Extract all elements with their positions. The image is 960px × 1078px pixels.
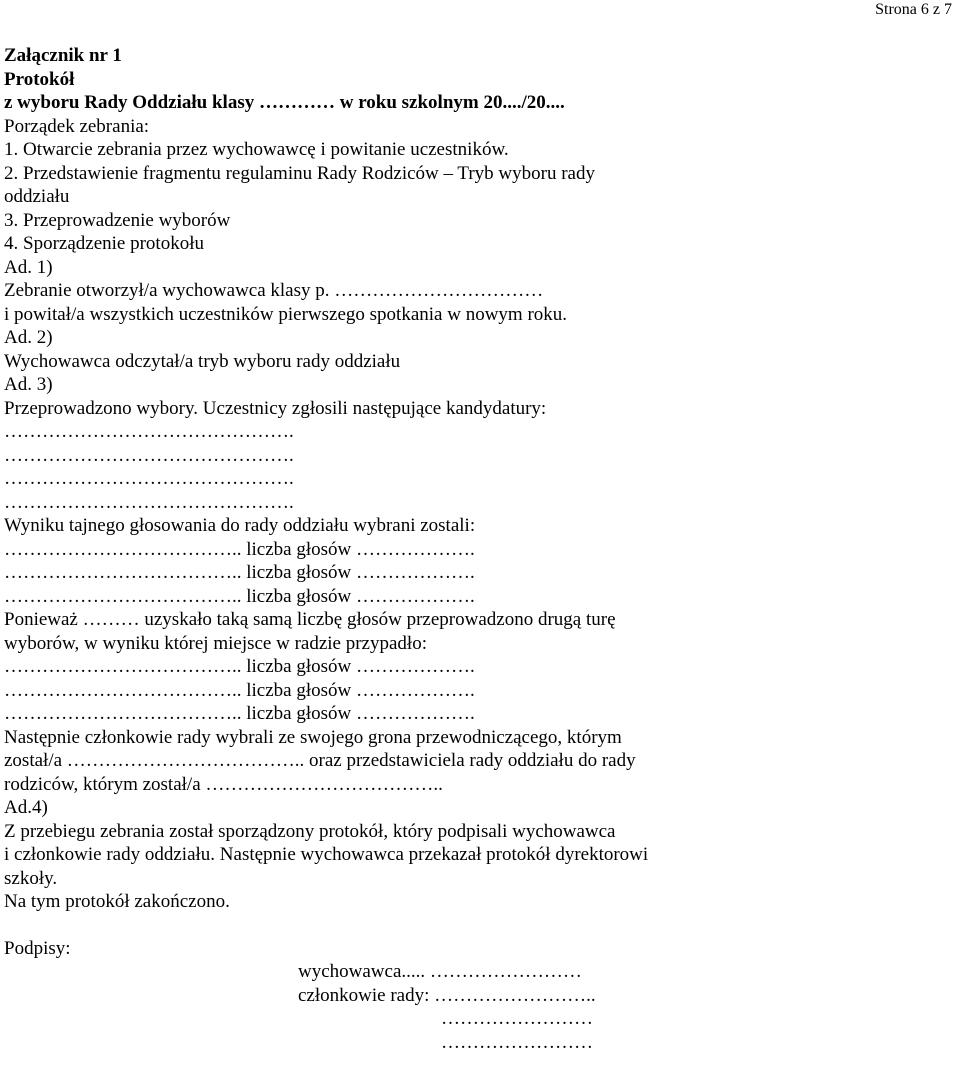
document-subtitle: z wyboru Rady Oddziału klasy ………… w roku szkolnym 20..../20.... <box>4 92 565 113</box>
ad4-line: i członkowie rady oddziału. Następnie wychowawca przekazał protokół dyrektorowi <box>4 844 649 865</box>
board-line: Następnie członkowie rady wybrali ze swojego grona przewodniczącego, którym <box>4 726 622 748</box>
elected-line: ……………………………….. liczba głosów ………………. <box>4 562 475 583</box>
ad4-line: szkoły. <box>4 867 58 889</box>
signature-extra: …………………… <box>441 1031 593 1053</box>
attachment-title: Załącznik nr 1 <box>4 45 122 66</box>
ad4-line: Z przebiegu zebrania został sporządzony protokół, który podpisali wychowawca <box>4 820 616 842</box>
document-title: Protokół <box>4 68 75 90</box>
section-heading-ad1: Ad. 1) <box>4 256 53 278</box>
section-heading-ad2: Ad. 2) <box>4 327 53 348</box>
page-number: Strona 6 z 7 <box>875 1 952 18</box>
ad1-line: i powitał/a wszystkich uczestników pierwszego spotkania w nowym roku. <box>4 303 568 325</box>
agenda-item: 3. Przeprowadzenie wyborów <box>4 209 231 231</box>
protocol-document <box>4 44 954 1054</box>
second-round-line: ……………………………….. liczba głosów ………………. <box>4 703 475 724</box>
section-heading-ad4: Ad.4) <box>4 797 48 818</box>
agenda-heading: Porządek zebrania: <box>4 115 150 137</box>
signature-members: członkowie rady: …………………….. <box>298 984 596 1006</box>
agenda-item: 1. Otwarcie zebrania przez wychowawcę i powitanie uczestników. <box>4 139 509 160</box>
candidate-line: ………………………………………. <box>4 468 294 489</box>
signature-extra: …………………… <box>441 1008 593 1029</box>
spacer <box>4 914 954 937</box>
elected-line: ……………………………….. liczba głosów ………………. <box>4 538 475 560</box>
ad3-intro: Przeprowadzono wybory. Uczestnicy zgłosili następujące kandydatury: <box>4 397 547 419</box>
tie-line: Ponieważ ……… uzyskało taką samą liczbę głosów przeprowadzono drugą turę <box>4 609 616 630</box>
candidate-line: ………………………………………. <box>4 444 294 466</box>
ad1-line: Zebranie otworzył/a wychowawca klasy p. …………………………… <box>4 280 544 301</box>
board-line: został/a ……………………………….. oraz przedstawiciela rady oddziału do rady <box>4 750 636 771</box>
section-heading-ad3: Ad. 3) <box>4 374 53 395</box>
candidate-line: ………………………………………. <box>4 421 294 442</box>
agenda-item: 4. Sporządzenie protokołu <box>4 233 204 254</box>
elected-intro: Wyniku tajnego głosowania do rady oddziału wybrani zostali: <box>4 515 476 536</box>
elected-line: ……………………………….. liczba głosów ………………. <box>4 585 475 607</box>
tie-line: wyborów, w wyniku której miejsce w radzie przypadło: <box>4 632 427 654</box>
candidate-line: ………………………………………. <box>4 491 294 513</box>
ad2-line: Wychowawca odczytał/a tryb wyboru rady oddziału <box>4 350 401 372</box>
second-round-line: ……………………………….. liczba głosów ………………. <box>4 679 475 701</box>
second-round-line: ……………………………….. liczba głosów ………………. <box>4 656 475 677</box>
board-line: rodziców, którym został/a ……………………………….. <box>4 773 443 795</box>
signature-teacher: wychowawca..... …………………… <box>298 961 582 982</box>
agenda-item: oddziału <box>4 186 70 207</box>
signatures-heading: Podpisy: <box>4 937 71 959</box>
agenda-item: 2. Przedstawienie fragmentu regulaminu Rady Rodziców – Tryb wyboru rady <box>4 162 595 184</box>
closing-line: Na tym protokół zakończono. <box>4 891 230 912</box>
